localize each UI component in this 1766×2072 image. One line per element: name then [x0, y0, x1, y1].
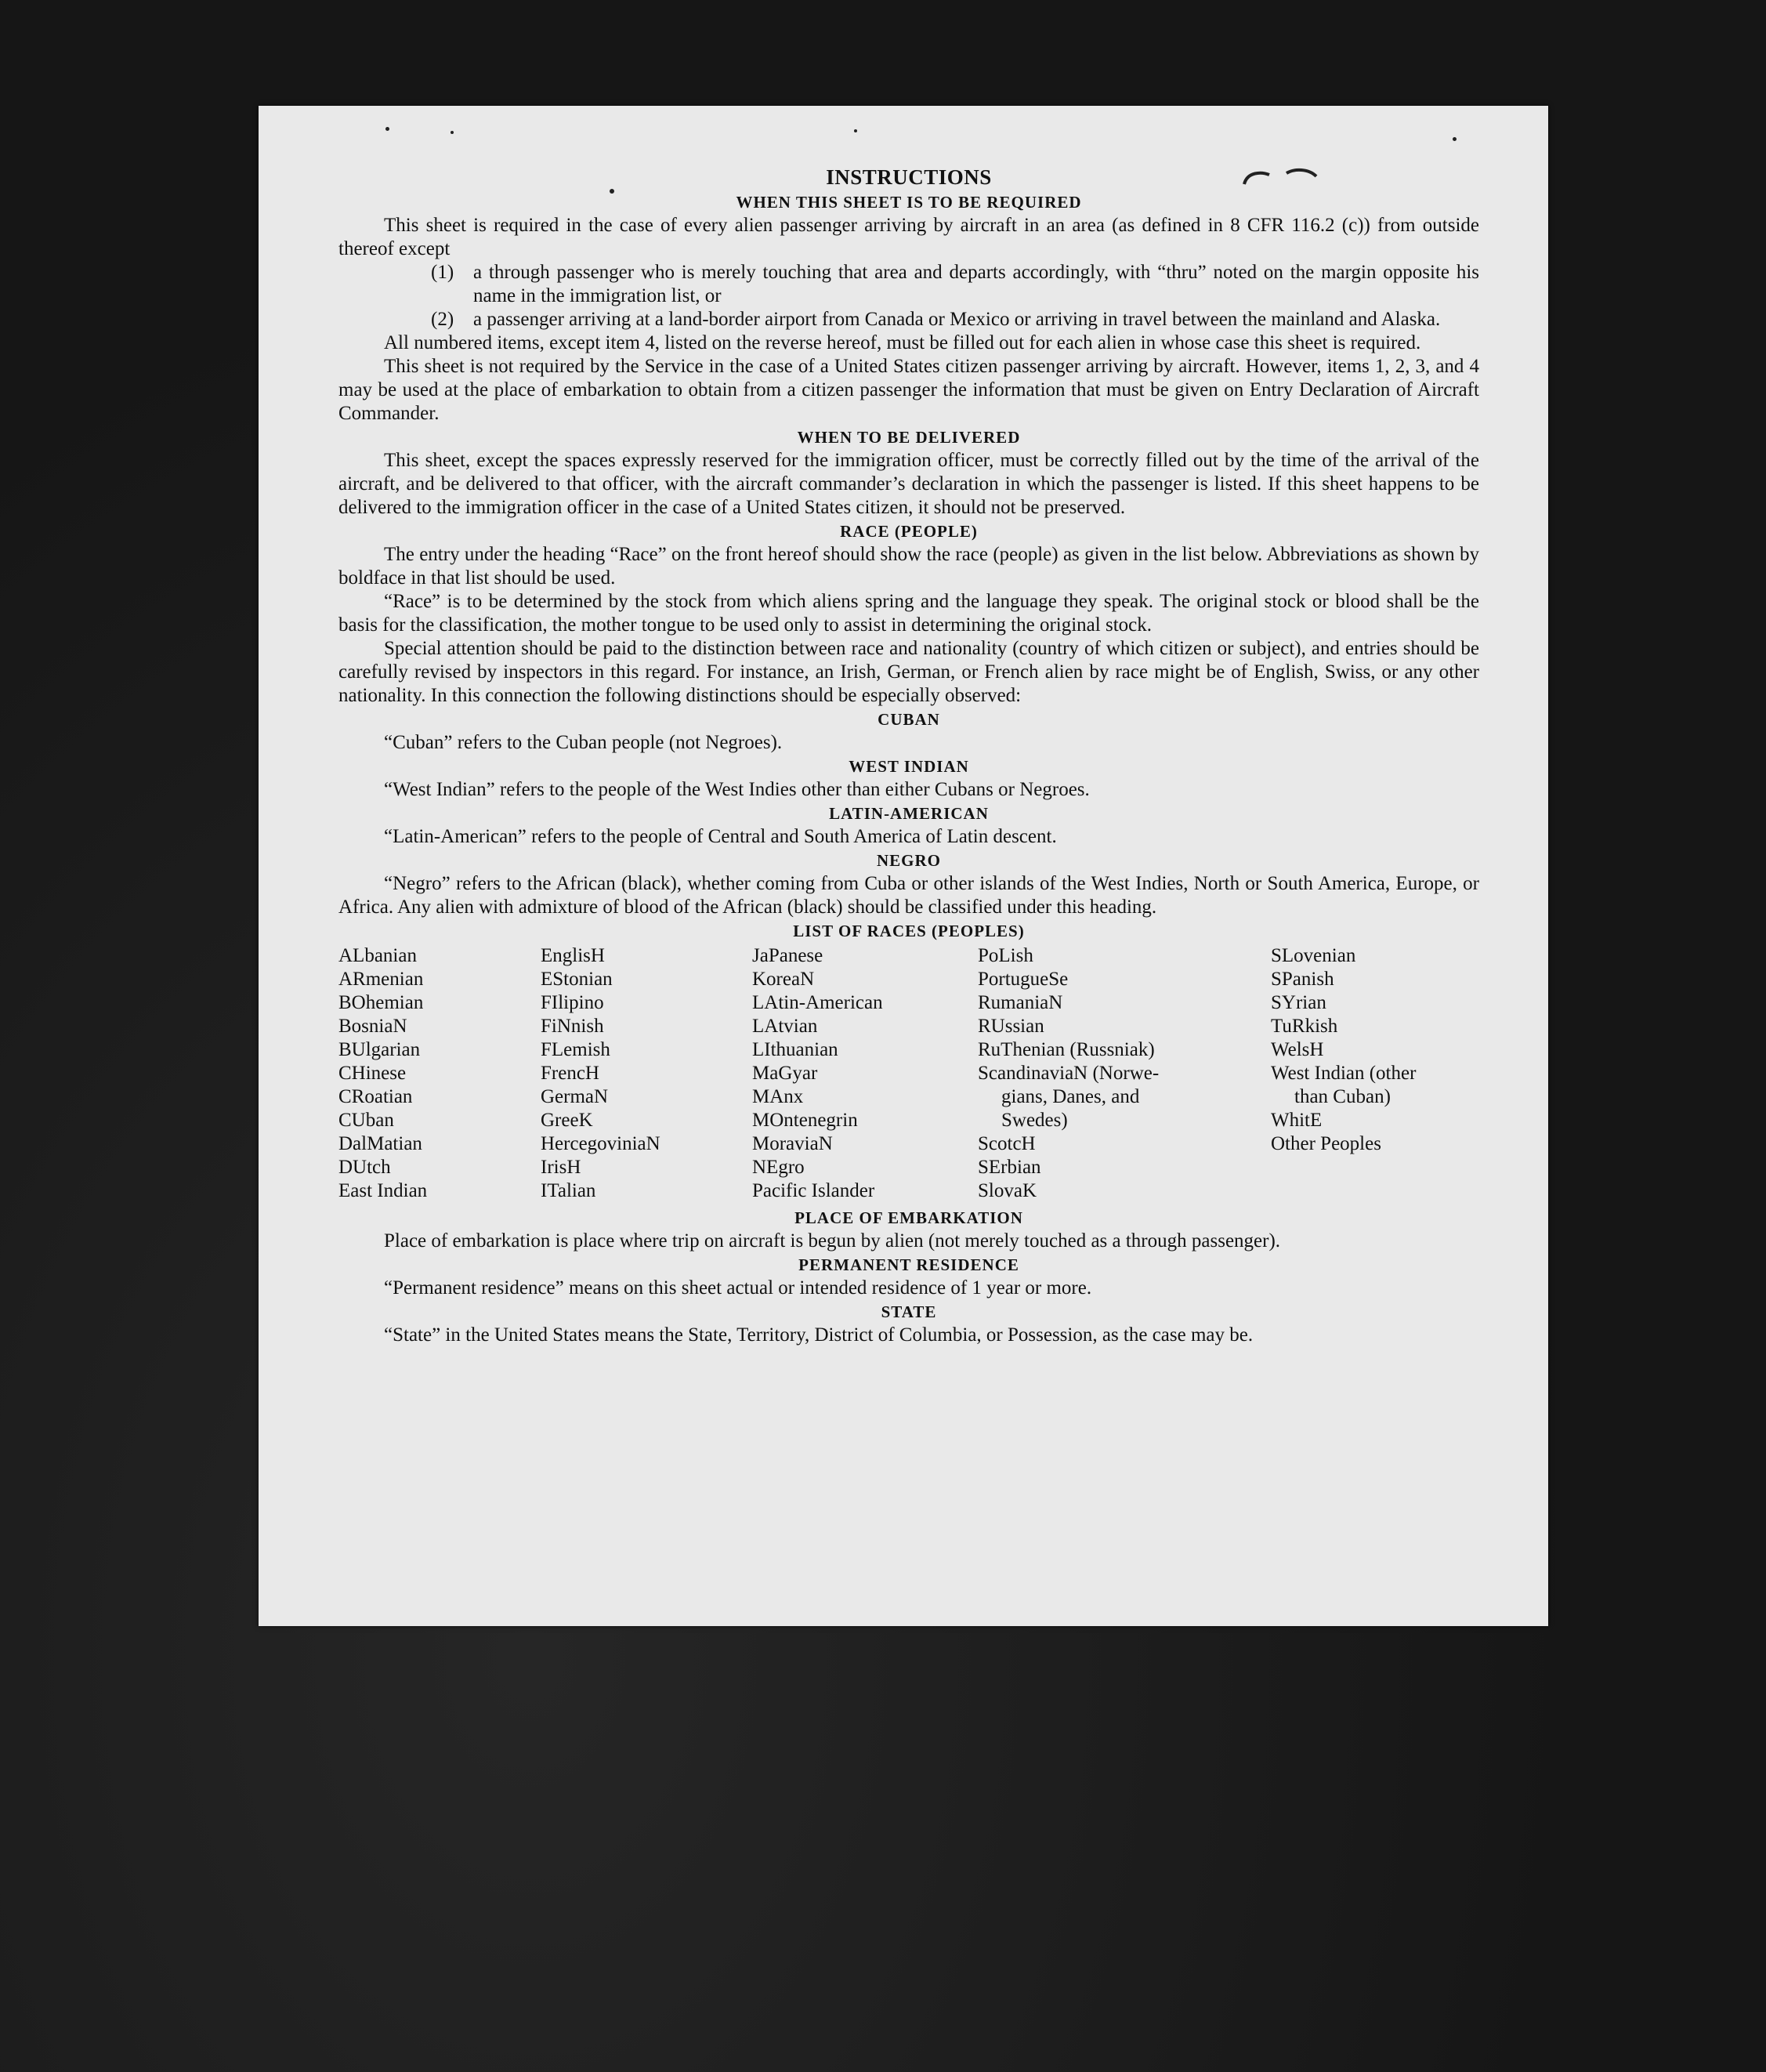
race-entry: SPanish [1271, 969, 1334, 990]
race-entry: EStonian [541, 969, 613, 990]
race-entry: WhitE [1271, 1110, 1323, 1131]
section-heading-state: STATE [881, 1302, 937, 1321]
race-entry: MoraviaN [752, 1133, 833, 1154]
race-entry: SLovenian [1271, 945, 1356, 966]
race-entry: CRoatian [338, 1086, 413, 1107]
races-column-5 [1271, 944, 1479, 1203]
race-entry: gians, Danes, and [1001, 1086, 1140, 1107]
races-column-4 [978, 944, 1271, 1203]
page-title: INSTRUCTIONS [826, 165, 992, 189]
race-entry: LIthuanian [752, 1039, 838, 1060]
race-entry: BUlgarian [338, 1039, 421, 1060]
race-entry: SErbian [978, 1157, 1041, 1178]
race-entry: ScandinaviaN (Norwe- [978, 1063, 1160, 1084]
race-entry: ScotcH [978, 1133, 1036, 1154]
race-entry: FLemish [541, 1039, 610, 1060]
instructions-content [338, 164, 1479, 1347]
race-entry: DalMatian [338, 1133, 422, 1154]
race-entry: SlovaK [978, 1180, 1037, 1201]
negro-text: “Negro” refers to the African (black), whether coming from Cuba or other islands of the West Indies, North or South America, Europe, or Africa. Any alien with admixture of blood of the African (black) should be classified under this heading. [338, 873, 1479, 918]
latin-american-text: “Latin-American” refers to the people of Central and South America of Latin descent. [384, 826, 1057, 847]
citizen-paragraph: This sheet is not required by the Service in the case of a United States citizen passenger arriving by aircraft. However, items 1, 2, 3, and 4 may be used at the place of embarkation to obtain from a citizen passenger the information that must be given on Entry Declaration of Aircraft Commander. [338, 356, 1479, 424]
race-entry: West Indian (other [1271, 1063, 1417, 1084]
race-entry: PoLish [978, 945, 1033, 966]
race-entry: East Indian [338, 1180, 428, 1201]
section-heading-residence: PERMANENT RESIDENCE [798, 1255, 1019, 1274]
race-entry: Pacific Islander [752, 1180, 875, 1201]
west-indian-text: “West Indian” refers to the people of the West Indies other than either Cubans or Negroes. [384, 779, 1090, 800]
cuban-text: “Cuban” refers to the Cuban people (not Negroes). [384, 732, 783, 753]
races-column-3 [752, 944, 978, 1203]
race-entry: ITalian [541, 1180, 596, 1201]
scan-speck [854, 129, 857, 132]
race-entry: LAtin-American [752, 992, 883, 1013]
document-page [259, 106, 1548, 1626]
section-heading-cuban: CUBAN [878, 710, 940, 729]
race-entry: CHinese [338, 1063, 407, 1084]
race-entry: IrisH [541, 1157, 581, 1178]
scan-speck [385, 127, 389, 131]
section-heading-embarkation: PLACE OF EMBARKATION [794, 1208, 1023, 1227]
section-heading-race: RACE (PEOPLE) [840, 522, 978, 541]
race-entry: DUtch [338, 1157, 391, 1178]
race-entry: FIlipino [541, 992, 604, 1013]
race-entry: BosniaN [338, 1016, 407, 1037]
race-entry: ARmenian [338, 969, 424, 990]
race-entry: MOntenegrin [752, 1110, 858, 1131]
race-entry: PortugueSe [978, 969, 1069, 990]
race-paragraph: “Race” is to be determined by the stock from which aliens spring and the language they speak. The original stock or blood shall be the basis for the classification, the mother tongue to be used only to assist in determining the original stock. [338, 591, 1479, 636]
exception-number: (1) [431, 262, 454, 283]
section-heading-latin-american: LATIN-AMERICAN [829, 804, 989, 823]
when-required-intro: This sheet is required in the case of every alien passenger arriving by aircraft in an area (as defined in 8 CFR 116.2 (c)) from outside thereof except [338, 215, 1479, 259]
residence-text: “Permanent residence” means on this sheet actual or intended residence of 1 year or more. [384, 1277, 1092, 1299]
embarkation-text: Place of embarkation is place where trip on aircraft is begun by alien (not merely touched as a through passenger). [384, 1230, 1281, 1252]
numbered-items-paragraph: All numbered items, except item 4, listed on the reverse hereof, must be filled out for each alien in whose case this sheet is required. [384, 332, 1421, 353]
section-heading-west-indian: WEST INDIAN [849, 757, 969, 776]
race-entry: CUban [338, 1110, 394, 1131]
race-entry: BOhemian [338, 992, 424, 1013]
race-entry: MaGyar [752, 1063, 818, 1084]
race-entry: JaPanese [752, 945, 823, 966]
race-entry: ALbanian [338, 945, 417, 966]
race-entry: GermaN [541, 1086, 609, 1107]
race-paragraph: The entry under the heading “Race” on the front hereof should show the race (people) as given in the list below. Abbreviations as shown by boldface in that list should be used. [338, 544, 1479, 589]
scan-speck [1453, 137, 1457, 141]
section-heading-when-delivered: WHEN TO BE DELIVERED [797, 428, 1021, 447]
race-entry: GreeK [541, 1110, 593, 1131]
section-heading-negro: NEGRO [876, 851, 941, 870]
exception-text: a through passenger who is merely touching that area and departs accordingly, with “thru” noted on the margin opposite his name in the immigration list, or [473, 262, 1479, 306]
races-list [338, 944, 1479, 1203]
race-entry: KoreaN [752, 969, 815, 990]
race-entry: FrencH [541, 1063, 599, 1084]
race-entry: SYrian [1271, 992, 1326, 1013]
race-entry: Swedes) [1001, 1110, 1068, 1131]
when-delivered-text: This sheet, except the spaces expressly reserved for the immigration officer, must be correctly filled out by the time of the arrival of the aircraft, and be delivered to that officer, with the aircraft commander’s declaration in which the passenger is listed. If this sheet happens to be delivered to the immigration officer in the case of a United States citizen, it should not be preserved. [338, 450, 1479, 518]
race-entry: FiNnish [541, 1016, 604, 1037]
race-entry: RUssian [978, 1016, 1044, 1037]
race-entry: HercegoviniaN [541, 1133, 660, 1154]
race-entry: EnglisH [541, 945, 605, 966]
race-entry: TuRkish [1271, 1016, 1338, 1037]
race-entry: MAnx [752, 1086, 804, 1107]
scan-speck [451, 131, 454, 134]
race-entry: RumaniaN [978, 992, 1063, 1013]
section-heading-races-list: LIST OF RACES (PEOPLES) [793, 922, 1025, 940]
race-entry: LAtvian [752, 1016, 818, 1037]
exception-item [338, 308, 1479, 331]
race-entry: than Cuban) [1294, 1086, 1391, 1107]
race-paragraph: Special attention should be paid to the distinction between race and nationality (country of which citizen or subject), and entries should be carefully revised by inspectors in this regard. For instance, an Irish, German, or French alien by race might be of English, Swiss, or any other nationality. In this connection the following distinctions should be especially observed: [338, 638, 1479, 706]
race-entry: Other Peoples [1271, 1133, 1381, 1154]
race-entry: NEgro [752, 1157, 805, 1178]
races-column-2 [541, 944, 752, 1203]
race-entry: RuThenian (Russniak) [978, 1039, 1155, 1060]
race-entry: WelsH [1271, 1039, 1324, 1060]
state-text: “State” in the United States means the State, Territory, District of Columbia, or Possession, as the case may be. [384, 1324, 1254, 1346]
exception-item [338, 261, 1479, 308]
exception-text: a passenger arriving at a land-border airport from Canada or Mexico or arriving in travel between the mainland and Alaska. [473, 309, 1441, 330]
races-column-1 [338, 944, 541, 1203]
section-heading-when-required: WHEN THIS SHEET IS TO BE REQUIRED [736, 193, 1082, 212]
exception-number: (2) [431, 309, 454, 330]
